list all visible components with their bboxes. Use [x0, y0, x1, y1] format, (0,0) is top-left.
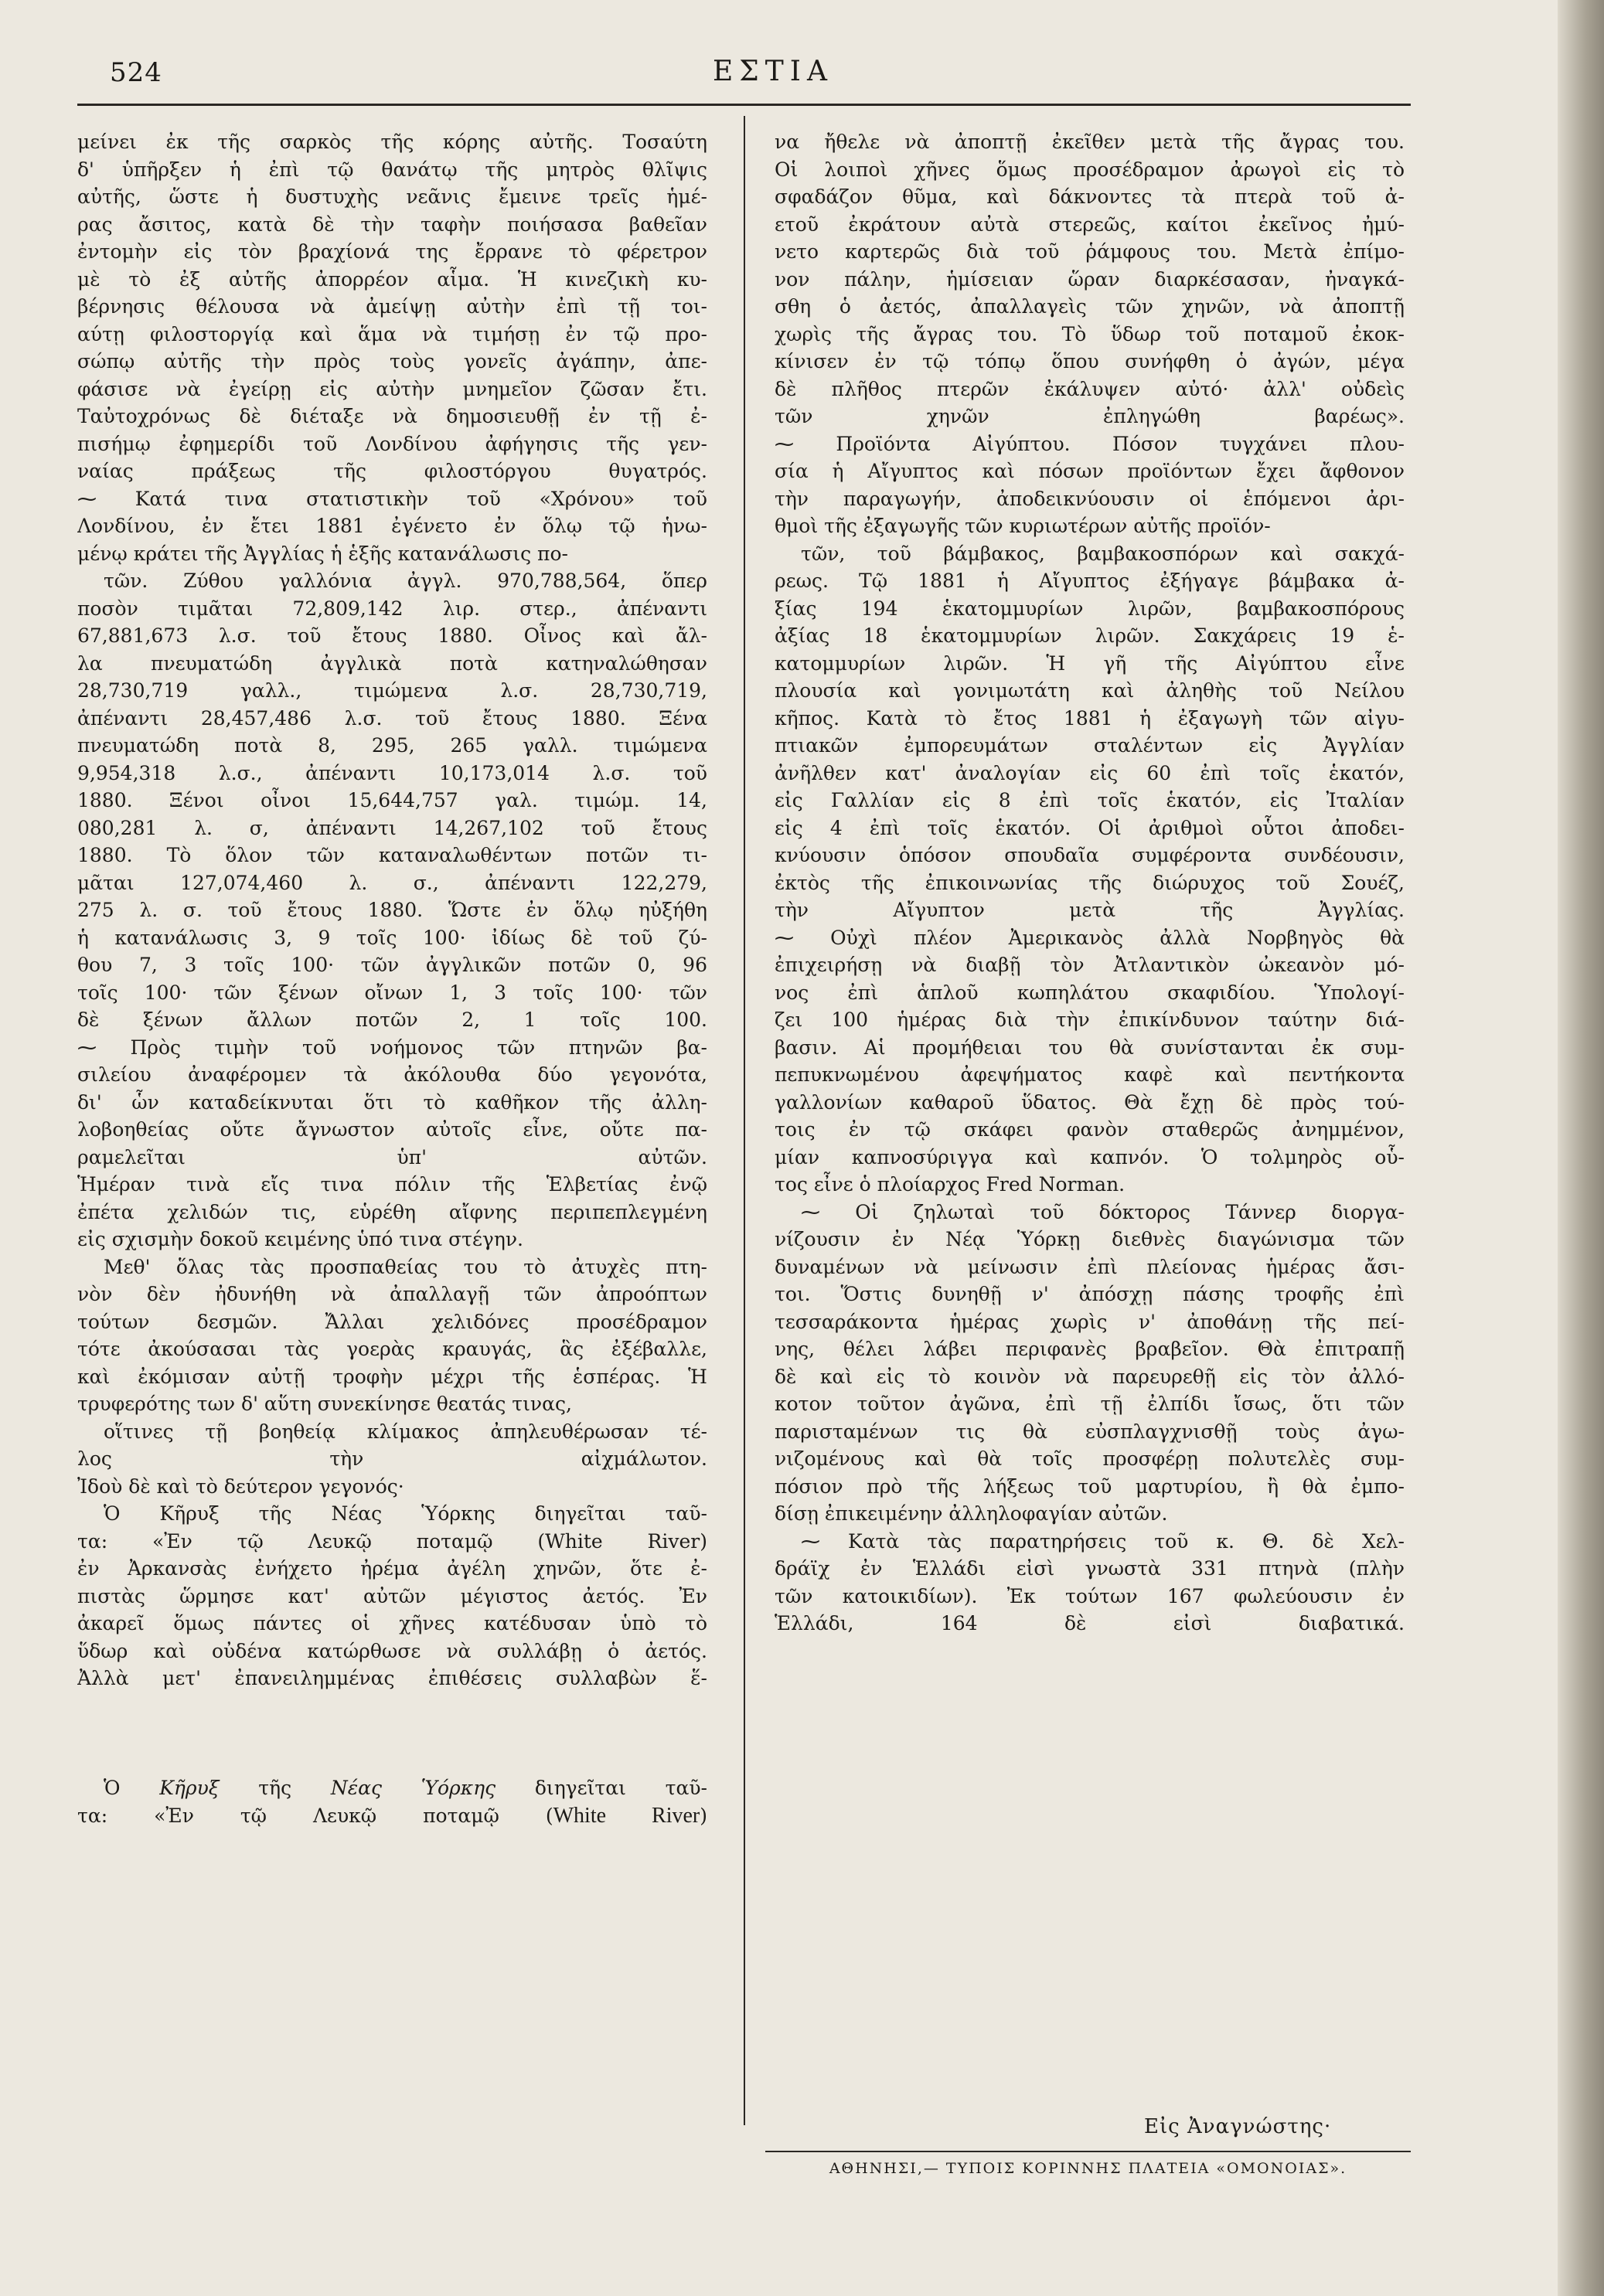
text-line — [77, 1939, 707, 1967]
text-line: ἀπέναντι 28,457,486 λ.σ. τοῦ ἔτους 1880. Ξένα — [77, 706, 707, 730]
text-line: κῆπος. Κατὰ τὸ ἔτος 1881 ἡ ἐξαγωγὴ τῶν αἰγυ- — [775, 706, 1405, 730]
text-line: 1880. Τὸ ὅλον τῶν καταναλωθέντων ποτῶν τι- — [77, 844, 707, 866]
text-line: μίαν καπνοσύριγγα καὶ καπνόν. Ὁ τολμηρὸς οὗ- — [775, 1145, 1405, 1168]
text-line: βέρνησις θέλουσα νὰ ἀμείψῃ αὐτὴν ἐπὶ τῇ τοι- — [77, 295, 707, 318]
text-line: σώπῳ αὐτῆς τὴν πρὸς τοὺς γονεῖς ἀγάπην, ἀπε- — [77, 350, 707, 372]
text-line: 28,730,719 γαλλ., τιμώμενα λ.σ. 28,730,719, — [77, 679, 707, 702]
text-line: Ὁ Κῆρυξ τῆς Νέας Ὑόρκης διηγεῖται ταῦ- — [104, 1502, 707, 1525]
text-line: ἐν Ἀρκανσὰς ἐνήχετο ἠρέμα ἀγέλη χηνῶν, ὅτε ἐ- — [77, 1557, 707, 1580]
text-line: Ἰδοὺ δὲ καὶ τὸ δεύτερον γεγονός· — [77, 1475, 404, 1498]
text-line: γαλλονίων καθαροῦ ὕδατος. Θὰ ἔχῃ δὲ πρὸς τού- — [775, 1090, 1405, 1114]
text-line: πισήμῳ ἐφημερίδι τοῦ Λονδίνου ἀφήγησις τῆς γεν- — [77, 432, 707, 455]
text-line — [775, 1967, 1405, 1995]
text-line — [77, 1857, 707, 1885]
text-line: δὲ ξένων ἄλλων ποτῶν 2, 1 τοῖς 100. — [77, 1009, 707, 1031]
text-line: οἵτινες τῇ βοηθείᾳ κλίμακος ἀπηλευθέρωσαν τέ- — [104, 1420, 707, 1443]
text-line — [775, 1994, 1405, 2022]
text-line: δυναμένων νὰ μείνωσιν ἐπὶ πλείονας ἡμέρας ἄσι- — [775, 1255, 1405, 1278]
text-line — [775, 1829, 1405, 1857]
text-line: 275 λ. σ. τοῦ ἔτους 1880. Ὥστε ἐν ὅλῳ ηὐξήθη — [77, 899, 707, 921]
text-line: νης, θέλει λάβει περιφανὲς βραβεῖον. Θὰ ἐπιτραπῇ — [775, 1338, 1405, 1360]
text-line: ποσὸν τιμᾶται 72,809,142 λιρ. στερ., ἀπέναντι — [77, 597, 707, 620]
text-line: ⁓ Κατά τινα στατιστικὴν τοῦ «Χρόνου» τοῦ — [77, 487, 707, 510]
text-line: τούτων δεσμῶν. Ἄλλαι χελιδόνες προσέδραμον — [77, 1310, 707, 1333]
text-line: ἀκαρεῖ ὅμως πάντες οἱ χῆνες κατέδυσαν ὑπὸ τὸ — [77, 1612, 707, 1634]
text-line: ἡ κατανάλωσις 3, 9 τοῖς 100· ἰδίως δὲ τοῦ ζύ- — [77, 926, 707, 949]
text-line: λοβοηθείας οὔτε ἄγνωστον αὐτοῖς εἶνε, οὔτε πα- — [77, 1118, 707, 1141]
text-line: ετοῦ ἐκράτουν αὐτὰ στερεῶς, καίτοι ἐκεῖνος ἠμύ- — [775, 213, 1405, 236]
text-line — [775, 1884, 1405, 1912]
text-line — [775, 1774, 1405, 1802]
text-line: ρεως. Τῷ 1881 ἡ Αἴγυπτος ἐξήγαγε βάμβακα ἀ- — [775, 570, 1405, 592]
text-line: δὲ καὶ εἰς τὸ κοινὸν νὰ παρευρεθῇ εἰς τὸν ἀλλό- — [775, 1365, 1405, 1388]
text-line: τεσσαράκοντα ἡμέρας χωρὶς ν' ἀποθάνῃ τῆς πεί- — [775, 1310, 1405, 1333]
text-line: φάσισε νὰ ἐγείρῃ εἰς αὐτὴν μνημεῖον ζῶσαν ἔτι. — [77, 377, 707, 400]
text-line: 080,281 λ. σ, ἀπέναντι 14,267,102 τοῦ ἔτους — [77, 816, 707, 839]
text-line: 1880. Ξένοι οἶνοι 15,644,757 γαλ. τιμώμ. 14, — [77, 789, 707, 811]
text-line: τρυφερότης των δ' αὕτη συνεκίνησε θεατάς τινας, — [77, 1393, 572, 1415]
text-line: δι' ὧν καταδείκνυται ὅτι τὸ καθῆκον τῆς ἀλλη- — [77, 1090, 707, 1114]
text-line: πεπυκνωμένου ἀφεψήματος καφὲ καὶ πεντήκοντα — [775, 1063, 1405, 1086]
text-line: ⁓ Προϊόντα Αἰγύπτου. Πόσον τυγχάνει πλου- — [775, 432, 1405, 455]
text-line: τὴν παραγωγήν, ἀποδεικνύουσιν οἱ ἑπόμενοι ἀρι- — [775, 487, 1405, 510]
right-column — [775, 128, 1405, 2022]
text-line — [775, 1719, 1405, 1747]
text-line: μένῳ κράτει τῆς Ἀγγλίας ἡ ἑξῆς κατανάλωσις πο- — [77, 542, 568, 565]
text-line: ⁓ Οὐχὶ πλέον Ἀμερικανὸς ἀλλὰ Νορβηγὸς θὰ — [775, 926, 1405, 949]
text-line: πιστὰς ὥρμησε κατ' αὐτῶν μέγιστος ἀετός. Ἐν — [77, 1584, 707, 1607]
text-line — [77, 1747, 707, 1775]
text-line — [775, 1747, 1405, 1775]
text-line: σφαδάζον θῦμα, καὶ δάκνοντες τὰ πτερὰ τοῦ ἀ- — [775, 185, 1405, 208]
text-line: ἀνῆλθεν κατ' ἀναλογίαν εἰς 60 ἐπὶ τοῖς ἑκατόν, — [775, 761, 1405, 784]
text-line: Μεθ' ὅλας τὰς προσπαθείας του τὸ ἀτυχὲς πτη- — [104, 1255, 707, 1278]
text-line: βασιν. Αἱ προμήθειαι του θὰ συνίστανται ἐκ συμ- — [775, 1036, 1405, 1059]
text-line: 67,881,673 λ.σ. τοῦ ἔτους 1880. Οἶνος καὶ ἄλ- — [77, 624, 707, 647]
text-line: μείνει ἐκ τῆς σαρκὸς τῆς κόρης αὐτῆς. Τοσαύτη — [77, 131, 707, 153]
text-line: αύτῃ φιλοστοργίᾳ καὶ ἅμα νὰ τιμήσῃ ἐν τῷ προ- — [77, 322, 707, 345]
text-line: ραμελεῖται ὑπ' αὐτῶν. — [77, 1145, 707, 1168]
text-line: πνευματώδη ποτὰ 8, 295, 265 γαλλ. τιμώμενα — [77, 734, 707, 757]
text-line: ἐπέτα χελιδών τις, εὑρέθη αἴφνης περιπεπλεγμένη — [77, 1200, 707, 1223]
text-line — [775, 1802, 1405, 1830]
text-line: τὴν Αἴγυπτον μετὰ τῆς Ἀγγλίας. — [775, 899, 1405, 921]
text-line: ⁓ Οἱ ζηλωταὶ τοῦ δόκτορος Τάννερ διοργα- — [801, 1200, 1405, 1223]
text-line: δ' ὑπῆρξεν ἡ ἐπὶ τῷ θανάτῳ τῆς μητρὸς θλῖψις — [77, 158, 707, 181]
text-line: σιλείου ἀναφέρομεν τὰ ἀκόλουθα δύο γεγονότα, — [77, 1063, 707, 1086]
text-line: Ταὐτοχρόνως δὲ διέταξε νὰ δημοσιευθῇ ἐν τῇ ἐ- — [77, 405, 707, 427]
text-line: λα πνευματώδη ἀγγλικὰ ποτὰ κατηναλώθησαν — [77, 651, 707, 675]
text-line — [77, 1719, 707, 1747]
text-line: παρισταμένων τις θὰ εὐσπλαγχνισθῇ τοὺς ἀγω- — [775, 1420, 1405, 1443]
text-line: λος τὴν αἰχμάλωτον. — [77, 1447, 707, 1470]
text-line: Ἑλλάδι, 164 δὲ εἰσὶ διαβατικά. — [775, 1612, 1405, 1634]
printer-imprint: ΑΘΗΝΗΣΙ,— ΤΥΠΟΙΣ ΚΟΡΙΝΝΗΣ ΠΛΑΤΕΙΑ «ΟΜΟΝΟΙΑΣ». — [829, 2160, 1347, 2177]
imprint-rule — [765, 2151, 1411, 2152]
text-line: τος εἶνε ὁ πλοίαρχος Fred Norman. — [775, 1173, 1126, 1196]
text-line: Ἡμέραν τινὰ εἴς τινα πόλιν τῆς Ἑλβετίας ἐνῷ — [77, 1173, 707, 1196]
text-line: τότε ἀκούσασαι τὰς γοερὰς κραυγάς, ἃς ἐξέβαλλε, — [77, 1338, 707, 1360]
text-line: καὶ ἐκόμισαν αὐτῇ τροφὴν μέχρι τῆς ἑσπέρας. Ἡ — [77, 1365, 707, 1388]
text-line: νίζουσιν ἐν Νέᾳ Ὑόρκῃ διεθνὲς διαγώνισμα τῶν — [775, 1228, 1405, 1250]
text-line: μὲ τὸ ἐξ αὐτῆς ἀπορρέον αἷμα. Ἡ κινεζικὴ κυ- — [77, 267, 707, 291]
text-line: θμοὶ τῆς ἐξαγωγῆς τῶν κυριωτέρων αὐτῆς προϊόν- — [775, 515, 1271, 537]
text-line: 9,954,318 λ.σ., ἀπέναντι 10,173,014 λ.σ. τοῦ — [77, 761, 707, 784]
text-line: ⁓ Κατὰ τὰς παρατηρήσεις τοῦ κ. Θ. δὲ Χελ- — [801, 1529, 1405, 1553]
column-rule — [744, 116, 745, 2125]
text-line: δράϊχ ἐν Ἑλλάδι εἰσὶ γνωστὰ 331 πτηνὰ (πλὴν — [775, 1557, 1405, 1580]
text-line: νὸν δὲν ἠδυνήθη νὰ ἀπαλλαγῇ τῶν ἀπροόπτων — [77, 1283, 707, 1305]
text-line: εἰς Γαλλίαν εἰς 8 ἐπὶ τοῖς ἑκατόν, εἰς Ἰταλίαν — [775, 789, 1405, 811]
text-line: ὕδωρ καὶ οὐδένα κατώρθωσε νὰ συλλάβῃ ὁ ἀετός. — [77, 1639, 707, 1662]
text-line: σία ἡ Αἴγυπτος καὶ πόσων προϊόντων ἔχει ἄφθονον — [775, 460, 1405, 482]
text-line: νιζομένους καὶ θὰ τοῖς προσφέρῃ πολυτελὲς συμ- — [775, 1447, 1405, 1470]
text-line: τοις ἐν τῷ σκάφει φανὸν σταθερῶς ἀνημμένον, — [775, 1118, 1405, 1141]
text-line: τῶν, τοῦ βάμβακος, βαμβακοσπόρων καὶ σακχά- — [801, 542, 1405, 565]
text-line: δὲ πλῆθος πτερῶν ἐκάλυψεν αὐτό· ἀλλ' οὐδεὶς — [775, 377, 1405, 400]
text-line: δίσῃ ἐπικειμένην ἀλληλοφαγίαν αὐτῶν. — [775, 1502, 1168, 1525]
text-line: νετο καρτερῶς διὰ τοῦ ῥάμφους του. Μετὰ ἐπίμο- — [775, 240, 1405, 263]
text-line — [775, 1912, 1405, 1940]
text-line — [77, 1967, 707, 1995]
page-number: 524 — [110, 57, 162, 88]
text-line: Ἀλλὰ μετ' ἐπανειλημμένας ἐπιθέσεις συλλαβὼν ἕ- — [77, 1667, 707, 1689]
text-line — [775, 1692, 1405, 1720]
binding-spine — [1558, 0, 1604, 2296]
text-line: κατομμυρίων λιρῶν. Ἡ γῆ τῆς Αἰγύπτου εἶνε — [775, 651, 1405, 675]
text-line: πτιακῶν ἐμπορευμάτων σταλέντων εἰς Ἀγγλίαν — [775, 734, 1405, 757]
text-line — [775, 1638, 1405, 1665]
text-line — [775, 1857, 1405, 1885]
left-column — [77, 128, 707, 1994]
text-line — [77, 1692, 707, 1720]
text-line: πόσιον πρὸ τῆς λήξεως τοῦ μαρτυρίου, ἢ θὰ ἐμπο- — [775, 1475, 1405, 1498]
text-line: ζει 100 ἡμέρας διὰ τὴν ἐπικίνδυνον ταύτην διά- — [775, 1009, 1405, 1031]
text-line: εἰς 4 ἐπὶ τοῖς ἑκατόν. Οἱ ἀριθμοὶ οὗτοι ἀποδει- — [775, 816, 1405, 839]
text-line: ξίας 194 ἑκατομμυρίων λιρῶν, βαμβακοσπόρους — [775, 597, 1405, 620]
header-rule — [77, 104, 1411, 106]
running-title: ΕΣΤΙΑ — [713, 56, 833, 87]
text-line: ρας ἄσιτος, κατὰ δὲ τὴν ταφὴν ποιήσασα βαθεῖαν — [77, 213, 707, 236]
signature-line: Εἰς Ἀναγνώστης· — [1144, 2115, 1332, 2138]
text-line: να ἤθελε νὰ ἀποπτῇ ἐκεῖθεν μετὰ τῆς ἄγρας του. — [775, 131, 1405, 153]
text-line: κοτον τοῦτον ἀγῶνα, ἐπὶ τῇ ἐλπίδι ἴσως, ὅτι τῶν — [775, 1393, 1405, 1415]
text-line: Λονδίνου, ἐν ἔτει 1881 ἐγένετο ἐν ὅλῳ τῷ ἡνω- — [77, 515, 707, 537]
text-line: ἐκτὸς τῆς ἐπικοινωνίας τῆς διώρυχος τοῦ Σουέζ, — [775, 871, 1405, 894]
text-line: τα: «Ἐν τῷ Λευκῷ ποταμῷ (White River) — [77, 1529, 707, 1553]
text-line: πλουσία καὶ γονιμωτάτη καὶ ἀληθὴς τοῦ Νείλου — [775, 679, 1405, 702]
text-line: νος ἐπὶ ἁπλοῦ κωπηλάτου σκαφιδίου. Ὑπολογί- — [775, 981, 1405, 1004]
text-line: νον πάλην, ἡμίσειαν ὥραν διαρκέσασαν, ἠναγκά- — [775, 267, 1405, 291]
text-line — [77, 1912, 707, 1940]
text-line: τα: «Ἐν τῷ Λευκῷ ποταμῷ (White River) — [77, 1803, 707, 1828]
text-line: ⁓ Πρὸς τιμὴν τοῦ νοήμονος τῶν πτηνῶν βα- — [77, 1036, 707, 1059]
text-line: σθη ὁ ἀετός, ἀπαλλαγεὶς τῶν χηνῶν, νὰ ἀποπτῇ — [775, 295, 1405, 318]
text-line: μᾶται 127,074,460 λ. σ., ἀπέναντι 122,279, — [77, 871, 707, 894]
text-line: Ὁ Κῆρυξ τῆς Νέας Ὑόρκης διηγεῖται ταῦ- — [104, 1777, 707, 1799]
text-line: ναίας πράξεως τῆς φιλοστόργου θυγατρός. — [77, 460, 707, 482]
text-line: τῶν. Ζύθου γαλλόνια ἀγγλ. 970,788,564, ὅπερ — [104, 570, 707, 592]
text-line: τοι. Ὅστις δυνηθῇ ν' ἀπόσχῃ πάσης τροφῆς ἐπὶ — [775, 1283, 1405, 1305]
text-line: κίνισεν ἐν τῷ τόπῳ ὅπου συνήφθη ὁ ἀγών, μέγα — [775, 350, 1405, 372]
text-line — [775, 1665, 1405, 1692]
text-line: εἰς σχισμὴν δοκοῦ κειμένης ὑπό τινα στέγην. — [77, 1228, 523, 1250]
text-line: θου 7, 3 τοῖς 100· τῶν ἀγγλικῶν ποτῶν 0, 96 — [77, 954, 707, 976]
text-line: ἐντομὴν εἰς τὸν βραχίονά της ἔρρανε τὸ φέρετρον — [77, 240, 707, 263]
text-line: αὐτῆς, ὥστε ἡ δυστυχὴς νεᾶνις ἔμεινε τρεῖς ἡμέ- — [77, 185, 707, 208]
text-line: τῶν χηνῶν ἐπληγώθη βαρέως». — [775, 405, 1405, 427]
text-line — [775, 1939, 1405, 1967]
text-line — [77, 1829, 707, 1857]
text-line: κνύουσιν ὁπόσον σπουδαῖα συμφέροντα συνδέουσιν, — [775, 844, 1405, 866]
text-line: ἀξίας 18 ἑκατομμυρίων λιρῶν. Σακχάρεις 19 ἑ- — [775, 624, 1405, 647]
text-line: Οἱ λοιποὶ χῆνες ὅμως προσέδραμον ἀρωγοὶ εἰς τὸ — [775, 158, 1405, 181]
text-line: τοῖς 100· τῶν ξένων οἴνων 1, 3 τοῖς 100· τῶν — [77, 981, 707, 1004]
text-line — [77, 1884, 707, 1912]
text-line: ἐπιχειρήσῃ νὰ διαβῇ τὸν Ἀτλαντικὸν ὠκεανὸν μό- — [775, 954, 1405, 976]
text-line: χωρὶς τῆς ἄγρας του. Τὸ ὕδωρ τοῦ ποταμοῦ ἐκοκ- — [775, 322, 1405, 345]
text-line: τῶν κατοικιδίων). Ἐκ τούτων 167 φωλεύουσιν ἐν — [775, 1584, 1405, 1607]
